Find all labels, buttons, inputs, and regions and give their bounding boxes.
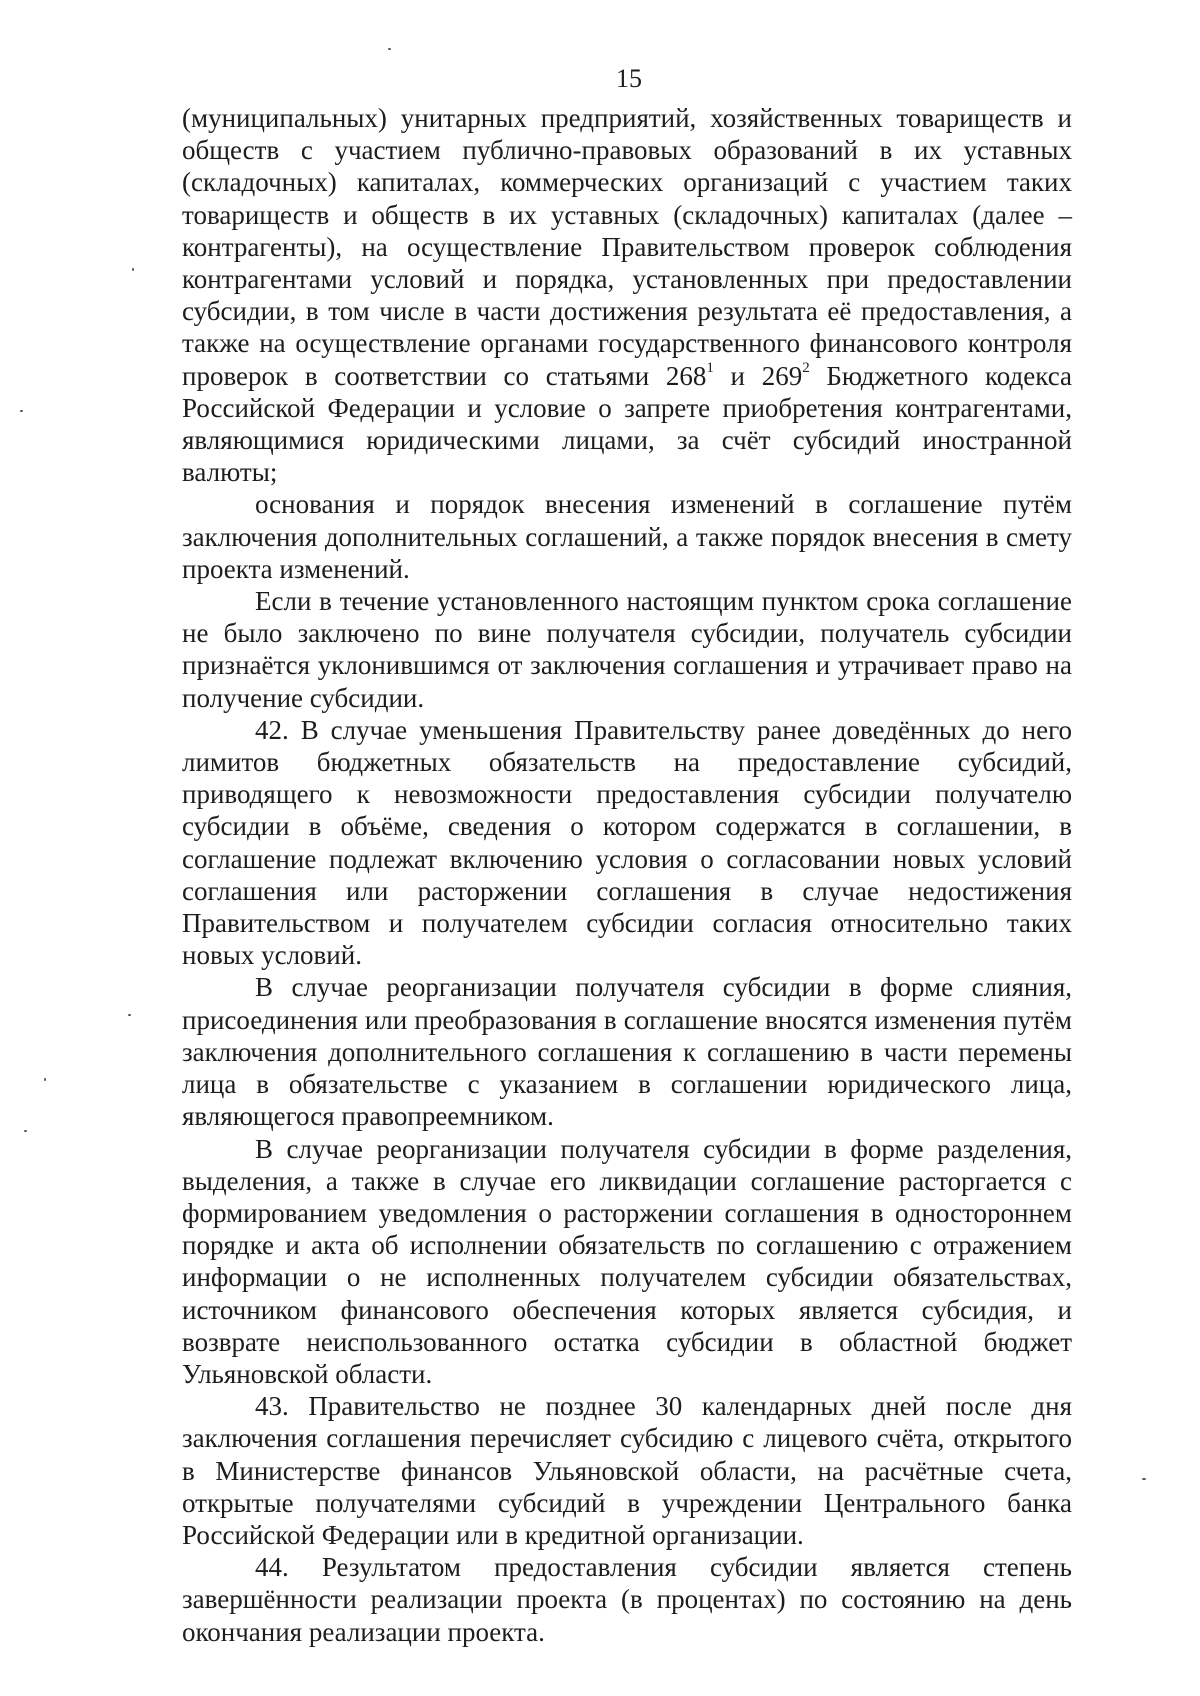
scan-speck: [128, 1014, 131, 1016]
scan-speck: [1142, 1478, 1146, 1480]
paragraph-p6: [182, 1133, 1072, 1391]
paragraph-text: и 269: [713, 360, 803, 391]
scan-speck: [20, 410, 23, 412]
paragraph-p1: [182, 102, 1072, 488]
paragraph-text: Бюджетного кодекса Российской Федерации и условие о запрете приобретения контрагентами, являющимися юридическими лицами, за счёт субсидий иностранной валюты;: [182, 360, 1072, 488]
superscript: 1: [706, 359, 714, 376]
paragraph-p2: [182, 488, 1072, 585]
paragraph-p8: [182, 1551, 1072, 1648]
paragraph-p7: [182, 1390, 1072, 1551]
paragraph-p3: [182, 585, 1072, 714]
paragraph-text: В случае реорганизации получателя субсидии в форме разделения, выделения, а также в случае его ликвидации соглашение расторгается с формированием уведомления о расторжении соглашения в одностороннем порядке и акта об исполнении обязательств по соглашению с отражением информации о не исполненных получателем субсидии обязательствах, источником финансового обеспечения которых является субсидия, и возврате неиспользованного остатка субсидии в областной бюджет Ульяновской области.: [182, 1133, 1072, 1389]
scan-speck: [44, 1078, 46, 1081]
scan-speck: [132, 268, 134, 271]
paragraph-text: Если в течение установленного настоящим пунктом срока соглашение не было заключено по вине получателя субсидии, получатель субсидии признаётся уклонившимся от заключения соглашения и утрачивает право на получение субсидии.: [182, 586, 1072, 713]
paragraph-text: (муниципальных) унитарных предприятий, хозяйственных товариществ и обществ с участием публично-правовых образований в их уставных (складочных) капиталах, коммерческих организаций с участием таких товариществ и обществ в их уставных (складочных) капиталах (далее – контрагенты), на осуществление Правительством проверок соблюдения контрагентами условий и порядка, установленных при предоставлении субсидии, в том числе в части достижения результата её предоставления, а также на осуществление органами государственного финансового контроля проверок в соответствии со статьями 268: [182, 103, 1072, 391]
paragraph-text: В случае реорганизации получателя субсидии в форме слияния, присоединения или преобразования в соглашение вносятся изменения путём заключения дополнительного соглашения к соглашению в части перемены лица в обязательстве с указанием в соглашении юридического лица, являющегося правопреемником.: [182, 972, 1072, 1132]
document-body: [182, 102, 1072, 1648]
scan-speck: [388, 48, 391, 50]
paragraph-text: 44. Результатом предоставления субсидии является степень завершённости реализации проекта (в процентах) по состоянию на день окончания реализации проекта.: [182, 1552, 1072, 1647]
page-number: 15: [616, 64, 642, 93]
paragraph-p5: [182, 971, 1072, 1132]
paragraph-text: основания и порядок внесения изменений в соглашение путём заключения дополнительных соглашений, а также порядок внесения в смету проекта изменений.: [182, 489, 1072, 584]
paragraph-p4: [182, 714, 1072, 972]
scan-speck: [24, 1130, 27, 1132]
superscript: 2: [802, 359, 810, 376]
paragraph-text: 42. В случае уменьшения Правительству ранее доведённых до него лимитов бюджетных обязательств на предоставление субсидий, приводящего к невозможности предоставления субсидии получателю субсидии в объёме, сведения о котором содержатся в соглашении, в соглашение подлежат включению условия о согласовании новых условий соглашения или расторжении соглашения в случае недостижения Правительством и получателем субсидии согласия относительно таких новых условий.: [182, 714, 1072, 971]
paragraph-text: 43. Правительство не позднее 30 календарных дней после дня заключения соглашения перечисляет субсидию с лицевого счёта, открытого в Министерстве финансов Ульяновской области, на расчётные счета, открытые получателями субсидий в учреждении Центрального банка Российской Федерации или в кредитной организации.: [182, 1391, 1072, 1550]
